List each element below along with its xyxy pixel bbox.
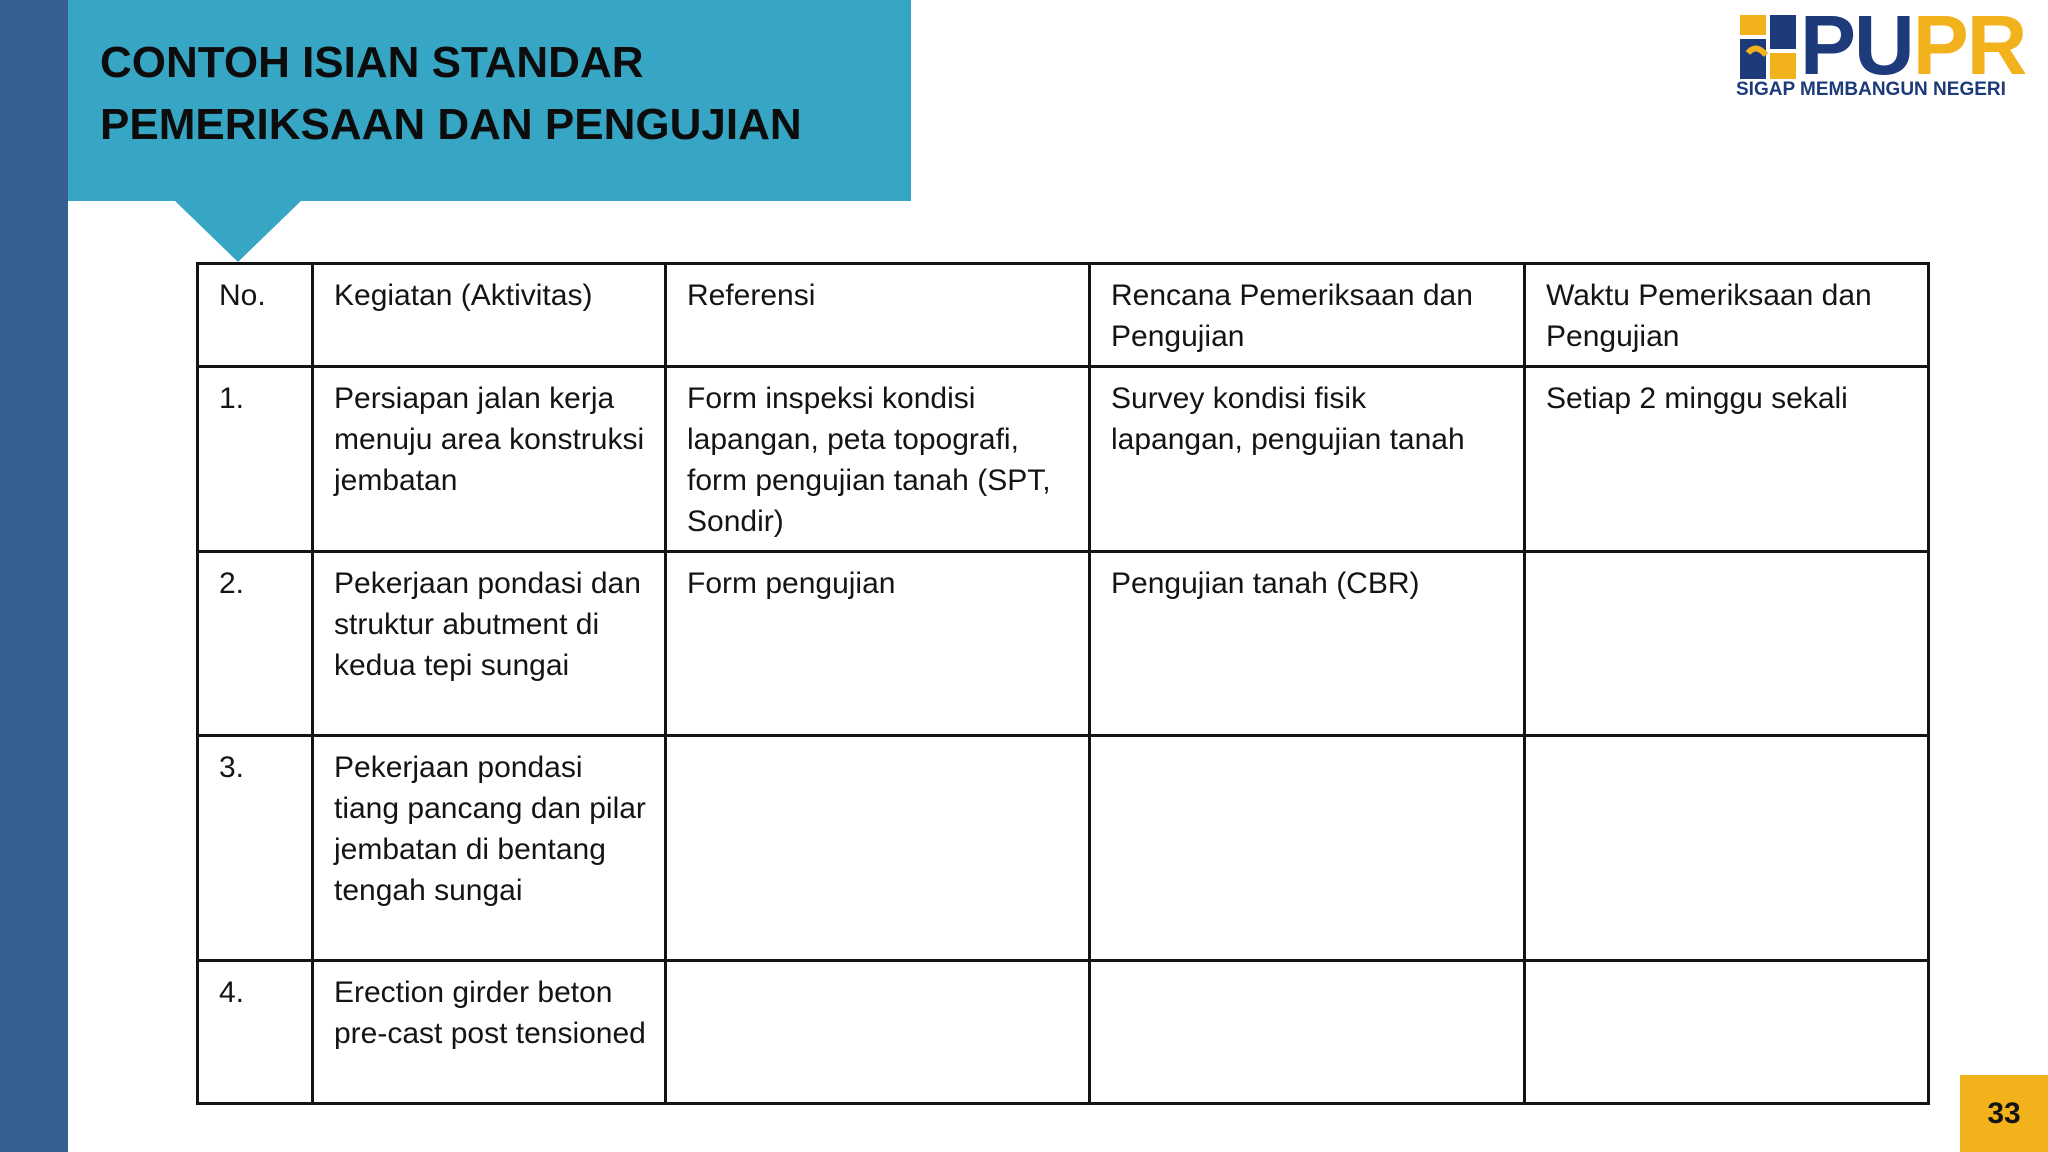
cell-no: 3. bbox=[198, 736, 313, 961]
header-referensi: Referensi bbox=[666, 264, 1090, 367]
cell-referensi: Form inspeksi kondisi lapangan, peta topografi, form pengujian tanah (SPT, Sondir) bbox=[666, 367, 1090, 552]
cell-no: 1. bbox=[198, 367, 313, 552]
wordmark-letter-u: U bbox=[1854, 0, 1913, 92]
wordmark-letter-r: R bbox=[1966, 0, 2026, 92]
cell-rencana: Pengujian tanah (CBR) bbox=[1090, 552, 1525, 736]
cell-referensi bbox=[666, 961, 1090, 1104]
table-row bbox=[198, 736, 1929, 961]
header-waktu: Waktu Pemeriksaan dan Pengujian bbox=[1525, 264, 1929, 367]
cell-kegiatan: Persiapan jalan kerja menuju area konstruksi jembatan bbox=[313, 367, 666, 552]
cell-waktu bbox=[1525, 961, 1929, 1104]
cell-kegiatan: Pekerjaan pondasi tiang pancang dan pilar jembatan di bentang tengah sungai bbox=[313, 736, 666, 961]
cell-waktu: Setiap 2 minggu sekali bbox=[1525, 367, 1929, 552]
pupr-logo bbox=[1736, 0, 2036, 105]
cell-waktu bbox=[1525, 552, 1929, 736]
left-accent-bar bbox=[0, 0, 68, 1152]
inspection-table bbox=[196, 262, 1930, 1105]
table-row bbox=[198, 552, 1929, 736]
header-no: No. bbox=[198, 264, 313, 367]
cell-referensi: Form pengujian bbox=[666, 552, 1090, 736]
table-header-row bbox=[198, 264, 1929, 367]
pupr-logo-mark-icon bbox=[1736, 13, 1800, 81]
table-row bbox=[198, 367, 1929, 552]
slide-title-line-2: PEMERIKSAAN DAN PENGUJIAN bbox=[100, 100, 802, 149]
slide-title-line-1: CONTOH ISIAN STANDAR bbox=[100, 38, 644, 87]
cell-waktu bbox=[1525, 736, 1929, 961]
logo-tagline: SIGAP MEMBANGUN NEGERI bbox=[1736, 79, 2006, 100]
wordmark-letter-p: P bbox=[1800, 0, 1855, 92]
cell-no: 4. bbox=[198, 961, 313, 1104]
title-banner-pointer bbox=[174, 200, 302, 262]
cell-no: 2. bbox=[198, 552, 313, 736]
wordmark-letter-p-second: P bbox=[1912, 0, 1967, 92]
slide-title bbox=[100, 32, 890, 156]
cell-rencana bbox=[1090, 736, 1525, 961]
header-kegiatan: Kegiatan (Aktivitas) bbox=[313, 264, 666, 367]
cell-rencana bbox=[1090, 961, 1525, 1104]
cell-kegiatan: Erection girder beton pre-cast post tensioned bbox=[313, 961, 666, 1104]
table-row bbox=[198, 961, 1929, 1104]
header-rencana: Rencana Pemeriksaan dan Pengujian bbox=[1090, 264, 1525, 367]
page-number-badge: 33 bbox=[1960, 1075, 2048, 1152]
cell-kegiatan: Pekerjaan pondasi dan struktur abutment di kedua tepi sungai bbox=[313, 552, 666, 736]
pupr-wordmark bbox=[1800, 0, 2025, 90]
cell-referensi bbox=[666, 736, 1090, 961]
cell-rencana: Survey kondisi fisik lapangan, pengujian tanah bbox=[1090, 367, 1525, 552]
